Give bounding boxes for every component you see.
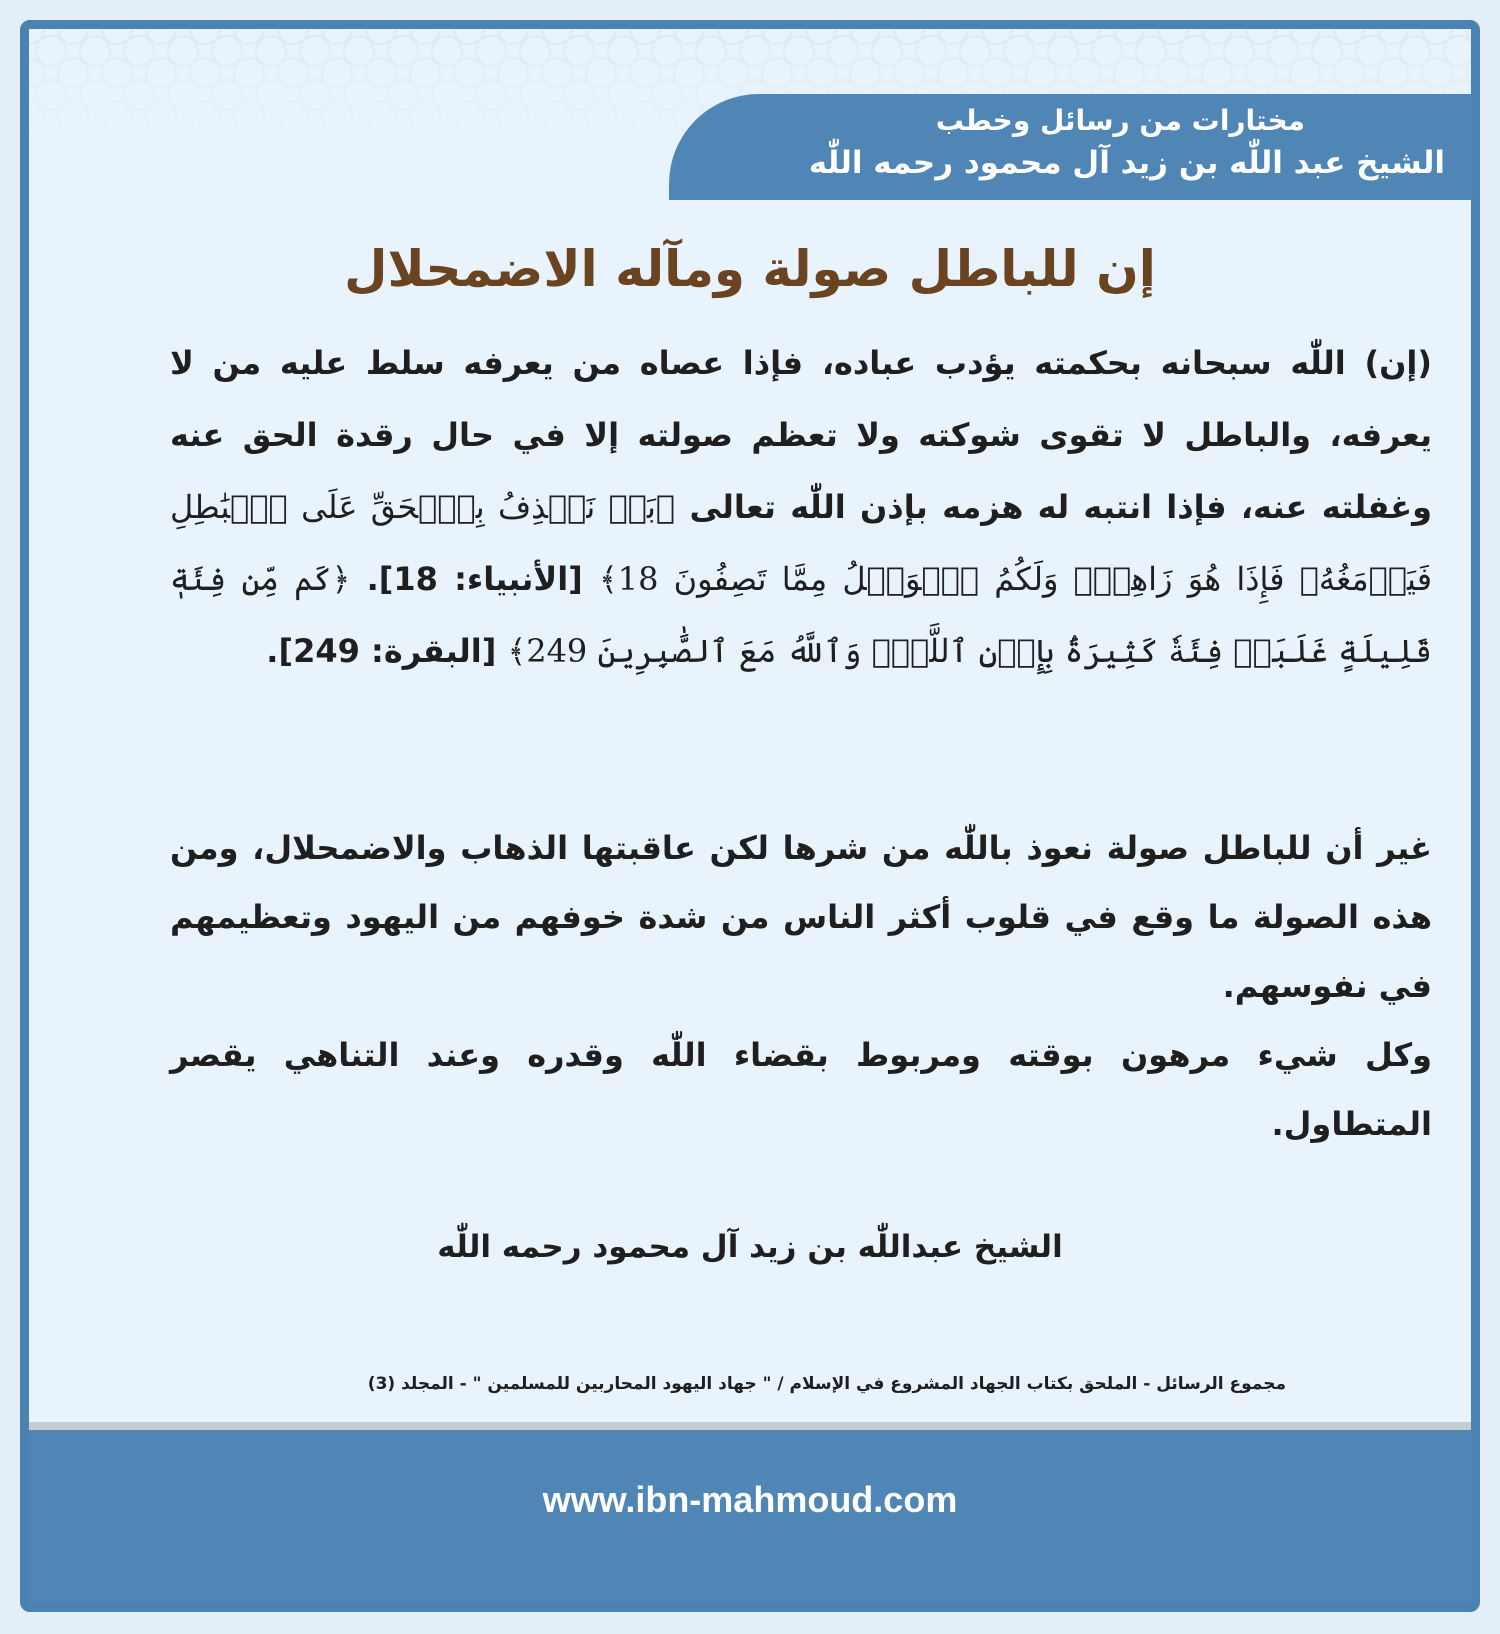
verse-reference-2: [البقرة: 249]. <box>266 632 497 670</box>
header-subtitle: مختارات من رسائل وخطب <box>935 104 1305 137</box>
quran-verse-2: ﴿كَم مِّن فِئَةٖ قَلِيلَةٍ غَلَبَتۡ فِئَةٗ كَثِيرَةَۢ بِإِذۡنِ ٱللَّهِۗ وَٱللَّهُ مَعَ ٱلصَّٰبِرِينَ 249﴾ <box>170 560 1432 670</box>
source-citation: مجموع الرسائل - الملحق بكتاب الجهاد المشروع في الإسلام / " جهاد اليهود المحاربين للمسلمين " - المجلد (3) <box>367 1374 1286 1394</box>
verse-reference-1: [الأنبياء: 18]. <box>366 560 583 598</box>
paragraph-1 <box>170 327 1432 687</box>
header-banner <box>669 94 1471 200</box>
page-title: إن للباطل صولة ومآله الاضمحلال <box>344 240 1156 298</box>
header-author: الشيخ عبد اللّٰه بن زيد آل محمود رحمه اللّٰه <box>808 145 1445 181</box>
card-frame <box>20 20 1480 1612</box>
signature: الشيخ عبداللّٰه بن زيد آل محمود رحمه اللّٰه <box>437 1229 1063 1265</box>
website-link[interactable]: www.ibn-mahmoud.com <box>542 1479 958 1520</box>
paragraph-2: غير أن للباطل صولة نعوذ باللّٰه من شرها لكن عاقبتها الذهاب والاضمحلال، ومن هذه الصولة ما وقع في قلوب أكثر الناس من شدة خوفهم من اليهود وتعظيمهم في نفوسهم. <box>170 829 1432 1005</box>
paragraph-1-text: (إن) اللّٰه سبحانه بحكمته يؤدب عباده، فإذا عصاه من يعرفه سلط عليه من لا يعرفه، والباطل لا تقوى شوكته ولا تعظم صولته إلا في حال رقدة الحق عنه وغفلته عنه، فإذا انتبه له هزمه بإذن اللّٰه تعالى <box>170 344 1433 526</box>
paragraph-3: وكل شيء مرهون بوقته ومربوط بقضاء اللّٰه وقدره وعند التناهي يقصر المتطاول. <box>170 1036 1432 1143</box>
quran-verse-1: ﴿بَلۡ نَقۡذِفُ بِٱلۡحَقِّ عَلَى ٱلۡبَٰطِلِ فَيَدۡمَغُهُۥ فَإِذَا هُوَ زَاهِقٞۚ وَلَكُمُ ٱلۡوَيۡلُ مِمَّا تَصِفُونَ 18﴾ <box>170 488 1432 598</box>
footer-divider <box>29 1422 1471 1430</box>
footer-bar <box>29 1430 1471 1603</box>
